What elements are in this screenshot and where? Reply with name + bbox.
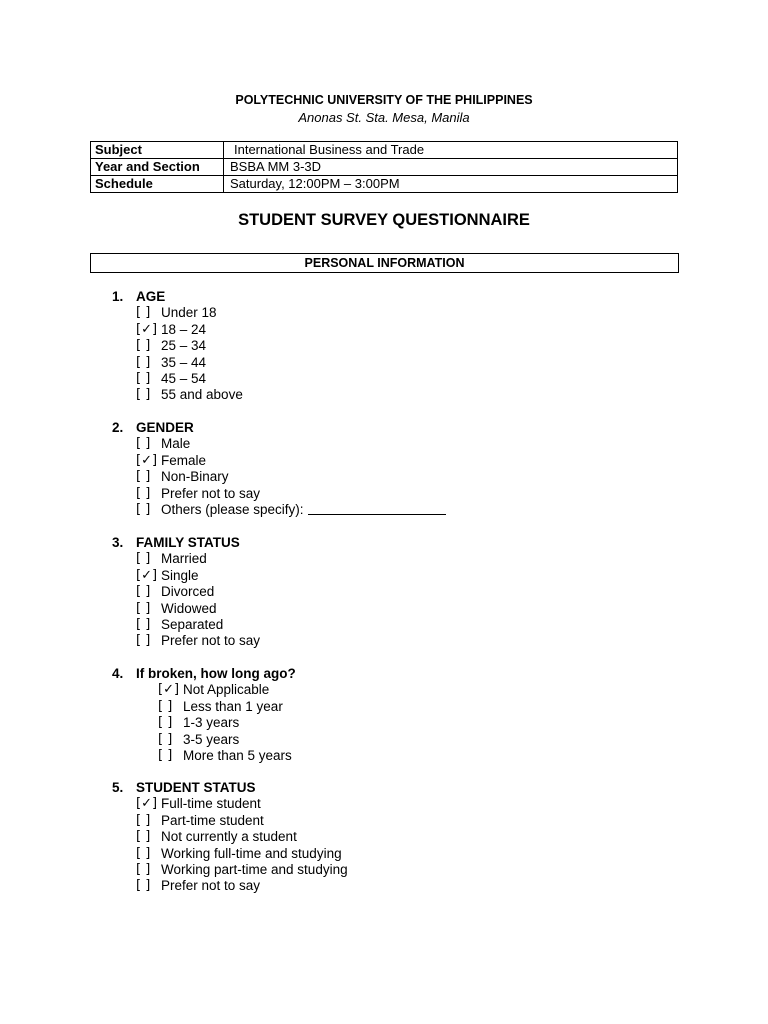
schedule-label: Schedule: [91, 176, 224, 193]
option-row[interactable]: [136, 601, 260, 617]
schedule-value: Saturday, 12:00PM – 3:00PM: [224, 176, 678, 193]
option-row[interactable]: [136, 551, 260, 567]
option-row[interactable]: [136, 355, 243, 371]
year-section-label: Year and Section: [91, 159, 224, 176]
option-row[interactable]: [136, 633, 260, 649]
option-row[interactable]: [136, 568, 260, 584]
specify-blank-line[interactable]: [308, 502, 446, 515]
option-row[interactable]: [136, 436, 446, 452]
checkbox[interactable]: [✓]: [136, 796, 158, 812]
checkbox[interactable]: [ ]: [136, 469, 151, 485]
option-row[interactable]: [136, 796, 348, 812]
question-number: 1.: [112, 289, 124, 304]
checkbox[interactable]: [ ]: [136, 617, 151, 633]
table-row: [91, 176, 678, 193]
option-label: Less than 1 year: [183, 698, 283, 714]
checkbox[interactable]: [✓]: [136, 452, 158, 468]
option-row[interactable]: [136, 878, 348, 894]
option-row[interactable]: [136, 338, 243, 354]
option-row[interactable]: [136, 502, 446, 518]
checkbox[interactable]: [ ]: [136, 600, 151, 616]
option-row[interactable]: [136, 486, 446, 502]
option-label: More than 5 years: [183, 748, 292, 764]
checkbox[interactable]: [✓]: [136, 567, 158, 583]
table-row: [91, 142, 678, 159]
checkbox[interactable]: [ ]: [136, 371, 151, 387]
option-row[interactable]: [136, 584, 260, 600]
checkbox[interactable]: [ ]: [136, 878, 151, 894]
table-row: [91, 159, 678, 176]
checkbox[interactable]: [ ]: [158, 698, 173, 714]
option-label: Widowed: [161, 600, 217, 616]
question-text: If broken, how long ago?: [136, 666, 296, 681]
option-label: Prefer not to say: [161, 485, 261, 501]
option-label: Divorced: [161, 584, 215, 600]
question-student-status: [112, 780, 348, 895]
course-info-table: [90, 141, 678, 193]
option-label: Married: [161, 551, 207, 567]
question-number: 2.: [112, 420, 124, 435]
checkbox[interactable]: [✓]: [136, 321, 158, 337]
option-label: Part-time student: [161, 812, 264, 828]
subject-label: Subject: [91, 142, 224, 159]
checkbox[interactable]: [ ]: [136, 485, 151, 501]
option-row[interactable]: [158, 715, 296, 731]
option-label: Others (please specify):: [161, 502, 304, 518]
option-row[interactable]: [136, 862, 348, 878]
option-row[interactable]: [158, 682, 296, 698]
option-row[interactable]: [136, 387, 243, 403]
option-row[interactable]: [136, 371, 243, 387]
option-row[interactable]: [136, 469, 446, 485]
checkbox[interactable]: [ ]: [136, 845, 151, 861]
question-number: 3.: [112, 535, 124, 550]
university-address: Anonas St. Sta. Mesa, Manila: [298, 110, 470, 125]
option-row[interactable]: [158, 732, 296, 748]
option-label: 35 – 44: [161, 354, 207, 370]
option-row[interactable]: [136, 617, 260, 633]
option-row[interactable]: [136, 453, 446, 469]
option-label: 25 – 34: [161, 338, 207, 354]
option-label: Not Applicable: [183, 682, 270, 698]
option-label: Non-Binary: [161, 469, 229, 485]
option-label: 18 – 24: [161, 321, 207, 337]
option-label: Female: [161, 452, 207, 468]
university-name: POLYTECHNIC UNIVERSITY OF THE PHILIPPINES: [235, 93, 533, 107]
option-label: 3-5 years: [183, 731, 240, 747]
checkbox[interactable]: [ ]: [136, 354, 151, 370]
question-age: [112, 289, 243, 404]
option-label: Working full-time and studying: [161, 845, 342, 861]
question-text: STUDENT STATUS: [136, 780, 256, 795]
option-label: Prefer not to say: [161, 633, 261, 649]
option-label: Full-time student: [161, 796, 261, 812]
checkbox[interactable]: [ ]: [136, 551, 151, 567]
question-family-status: [112, 535, 260, 650]
option-label: Under 18: [161, 305, 217, 321]
option-row[interactable]: [136, 322, 243, 338]
checkbox[interactable]: [ ]: [136, 829, 151, 845]
checkbox[interactable]: [ ]: [136, 812, 151, 828]
option-row[interactable]: [136, 305, 243, 321]
option-label: 55 and above: [161, 387, 243, 403]
checkbox[interactable]: [ ]: [136, 862, 151, 878]
checkbox[interactable]: [ ]: [136, 633, 151, 649]
question-number: 5.: [112, 780, 124, 795]
checkbox[interactable]: [ ]: [136, 502, 151, 518]
option-row[interactable]: [136, 846, 348, 862]
option-row[interactable]: [158, 699, 296, 715]
checkbox[interactable]: [ ]: [158, 731, 173, 747]
question-gender: [112, 420, 446, 518]
option-label: Working part-time and studying: [161, 862, 348, 878]
year-section-value: BSBA MM 3-3D: [224, 159, 678, 176]
subject-value: International Business and Trade: [224, 142, 678, 159]
checkbox[interactable]: [ ]: [158, 748, 173, 764]
question-text: AGE: [136, 289, 166, 304]
option-row[interactable]: [158, 748, 296, 764]
option-label: 45 – 54: [161, 371, 207, 387]
checkbox[interactable]: [ ]: [136, 436, 151, 452]
checkbox[interactable]: [ ]: [136, 584, 151, 600]
option-label: Prefer not to say: [161, 878, 261, 894]
page-title: STUDENT SURVEY QUESTIONNAIRE: [238, 211, 530, 229]
checkbox[interactable]: [ ]: [136, 338, 151, 354]
question-number: 4.: [112, 666, 124, 681]
option-label: 1-3 years: [183, 715, 240, 731]
checkbox[interactable]: [ ]: [158, 715, 173, 731]
option-row[interactable]: [136, 829, 348, 845]
question-broken-how-long: [112, 666, 296, 764]
option-label: Not currently a student: [161, 829, 297, 845]
option-label: Separated: [161, 617, 224, 633]
question-text: FAMILY STATUS: [136, 535, 240, 550]
checkbox[interactable]: [ ]: [136, 387, 151, 403]
option-label: Male: [161, 436, 191, 452]
section-header: PERSONAL INFORMATION: [90, 253, 679, 273]
option-row[interactable]: [136, 813, 348, 829]
question-text: GENDER: [136, 420, 194, 435]
checkbox[interactable]: [✓]: [158, 682, 180, 698]
option-label: Single: [161, 567, 199, 583]
checkbox[interactable]: [ ]: [136, 305, 151, 321]
